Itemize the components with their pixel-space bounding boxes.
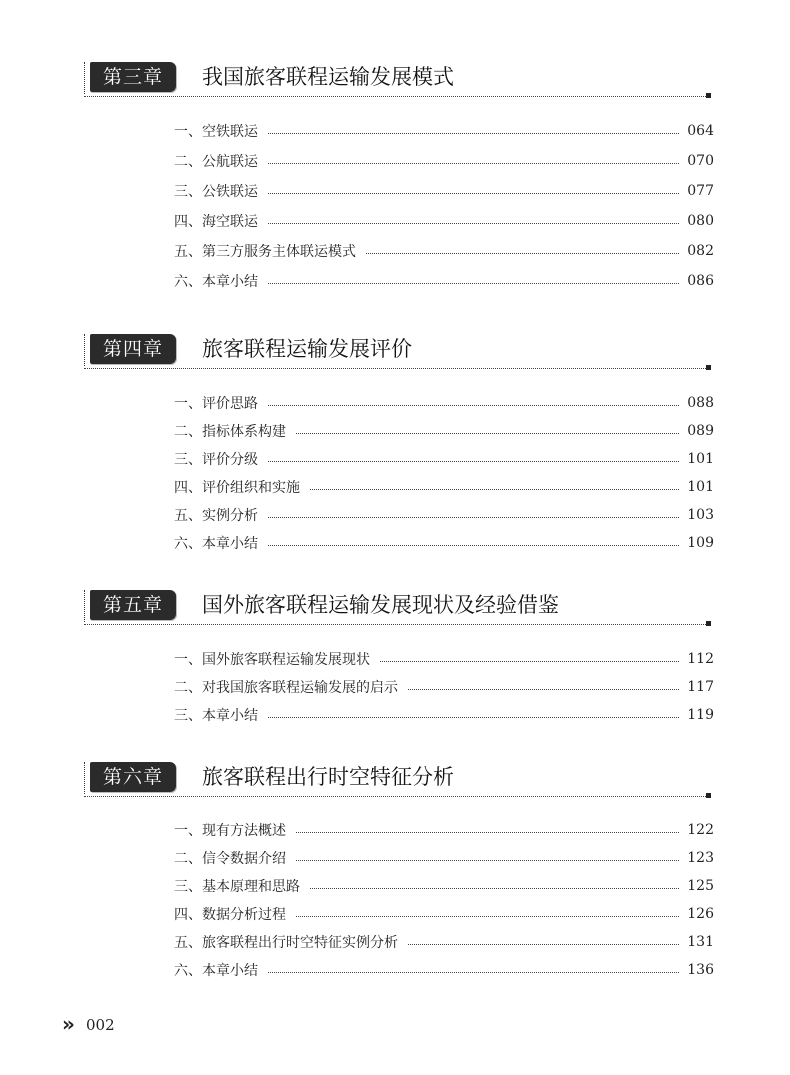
chapter-badge: 第六章 [90,762,176,792]
toc-entry[interactable] [174,847,714,869]
toc-page-number: 064 [687,123,714,139]
toc-entry[interactable] [174,392,714,414]
toc-entry[interactable] [174,819,714,841]
toc-entry-title: 四、海空联运 [174,214,258,230]
chapter-header [78,332,714,374]
toc-entry-title: 二、信令数据介绍 [174,851,286,867]
dot-leader [268,163,679,164]
toc-entry[interactable] [174,476,714,498]
toc-page-number: 126 [687,906,714,922]
toc-entry[interactable] [174,180,714,202]
header-dotted-rule [84,796,706,797]
dot-leader [268,405,679,406]
dot-leader [310,489,679,490]
toc-entry-title: 四、数据分析过程 [174,907,286,923]
toc-entry[interactable] [174,504,714,526]
dot-leader [268,193,679,194]
toc-page-number: 136 [687,962,714,978]
chapter-header [78,588,714,630]
header-vertical-rule [84,590,85,622]
toc-entry[interactable] [174,959,714,981]
toc-entry-title: 二、对我国旅客联程运输发展的启示 [174,680,398,696]
chapter-badge: 第三章 [90,62,176,92]
toc-entry[interactable] [174,648,714,670]
toc-page-number: 131 [687,934,714,950]
toc-entry[interactable] [174,903,714,925]
dot-leader [268,461,679,462]
dot-leader [268,283,679,284]
chapter-title[interactable]: 旅客联程运输发展评价 [202,337,412,361]
toc-page-number: 070 [687,153,714,169]
header-vertical-rule [84,62,85,94]
dot-leader [408,689,679,690]
toc-page-number: 088 [687,395,714,411]
dot-leader [268,517,679,518]
toc-entry[interactable] [174,532,714,554]
chapter-title[interactable]: 国外旅客联程运输发展现状及经验借鉴 [202,593,559,617]
rule-end-marker [706,621,711,626]
toc-entry-title: 三、基本原理和思路 [174,879,300,895]
toc-entry[interactable] [174,240,714,262]
chapter-badge: 第五章 [90,590,176,620]
toc-page-number: 112 [687,651,714,667]
toc-page-number: 101 [687,479,714,495]
header-dotted-rule [84,368,706,369]
dot-leader [310,888,679,889]
toc-entry-title: 三、公铁联运 [174,184,258,200]
toc-entry-title: 六、本章小结 [174,274,258,290]
toc-entry[interactable] [174,875,714,897]
toc-page-number: 122 [687,822,714,838]
toc-page-number: 119 [687,707,714,723]
toc-entry-title: 三、本章小结 [174,708,258,724]
toc-entry-title: 二、公航联运 [174,154,258,170]
header-vertical-rule [84,762,85,794]
header-dotted-rule [84,624,706,625]
toc-entry[interactable] [174,676,714,698]
double-chevron-icon: » [62,1012,75,1036]
toc-page-number: 103 [687,507,714,523]
toc-page-number: 082 [687,243,714,259]
toc-page-number: 117 [687,679,714,695]
toc-entry[interactable] [174,420,714,442]
rule-end-marker [706,793,711,798]
page-number: 002 [86,1016,115,1034]
toc-entry[interactable] [174,270,714,292]
toc-entry-title: 一、评价思路 [174,396,258,412]
toc-entry-title: 一、空铁联运 [174,124,258,140]
toc-entry[interactable] [174,931,714,953]
dot-leader [268,223,679,224]
dot-leader [268,545,679,546]
toc-page-number: 109 [687,535,714,551]
toc-entry-title: 六、本章小结 [174,536,258,552]
dot-leader [408,944,679,945]
toc-entry-title: 五、旅客联程出行时空特征实例分析 [174,935,398,951]
toc-page-number: 123 [687,850,714,866]
toc-entry-title: 一、国外旅客联程运输发展现状 [174,652,370,668]
rule-end-marker [706,93,711,98]
toc-entry-title: 一、现有方法概述 [174,823,286,839]
header-vertical-rule [84,334,85,366]
toc-entry[interactable] [174,704,714,726]
toc-entry-title: 六、本章小结 [174,963,258,979]
chapter-badge: 第四章 [90,334,176,364]
header-dotted-rule [84,96,706,97]
rule-end-marker [706,365,711,370]
toc-page-number: 086 [687,273,714,289]
toc-page-number: 125 [687,878,714,894]
toc-entry[interactable] [174,210,714,232]
toc-entry[interactable] [174,120,714,142]
toc-entry-title: 五、第三方服务主体联运模式 [174,244,356,260]
dot-leader [296,916,679,917]
dot-leader [268,717,679,718]
chapter-title[interactable]: 旅客联程出行时空特征分析 [202,765,454,789]
chapter-title[interactable]: 我国旅客联程运输发展模式 [202,65,454,89]
toc-entry-title: 四、评价组织和实施 [174,480,300,496]
toc-entry-title: 三、评价分级 [174,452,258,468]
dot-leader [296,832,679,833]
toc-entry[interactable] [174,150,714,172]
toc-entry-title: 二、指标体系构建 [174,424,286,440]
toc-page-number: 077 [687,183,714,199]
dot-leader [366,253,679,254]
dot-leader [296,433,679,434]
chapter-header [78,760,714,802]
toc-page-number: 101 [687,451,714,467]
toc-entry-title: 五、实例分析 [174,508,258,524]
dot-leader [380,661,679,662]
dot-leader [296,860,679,861]
chapter-header [78,60,714,102]
dot-leader [268,133,679,134]
toc-entry[interactable] [174,448,714,470]
dot-leader [268,972,679,973]
toc-page-number: 080 [687,213,714,229]
toc-page-number: 089 [687,423,714,439]
